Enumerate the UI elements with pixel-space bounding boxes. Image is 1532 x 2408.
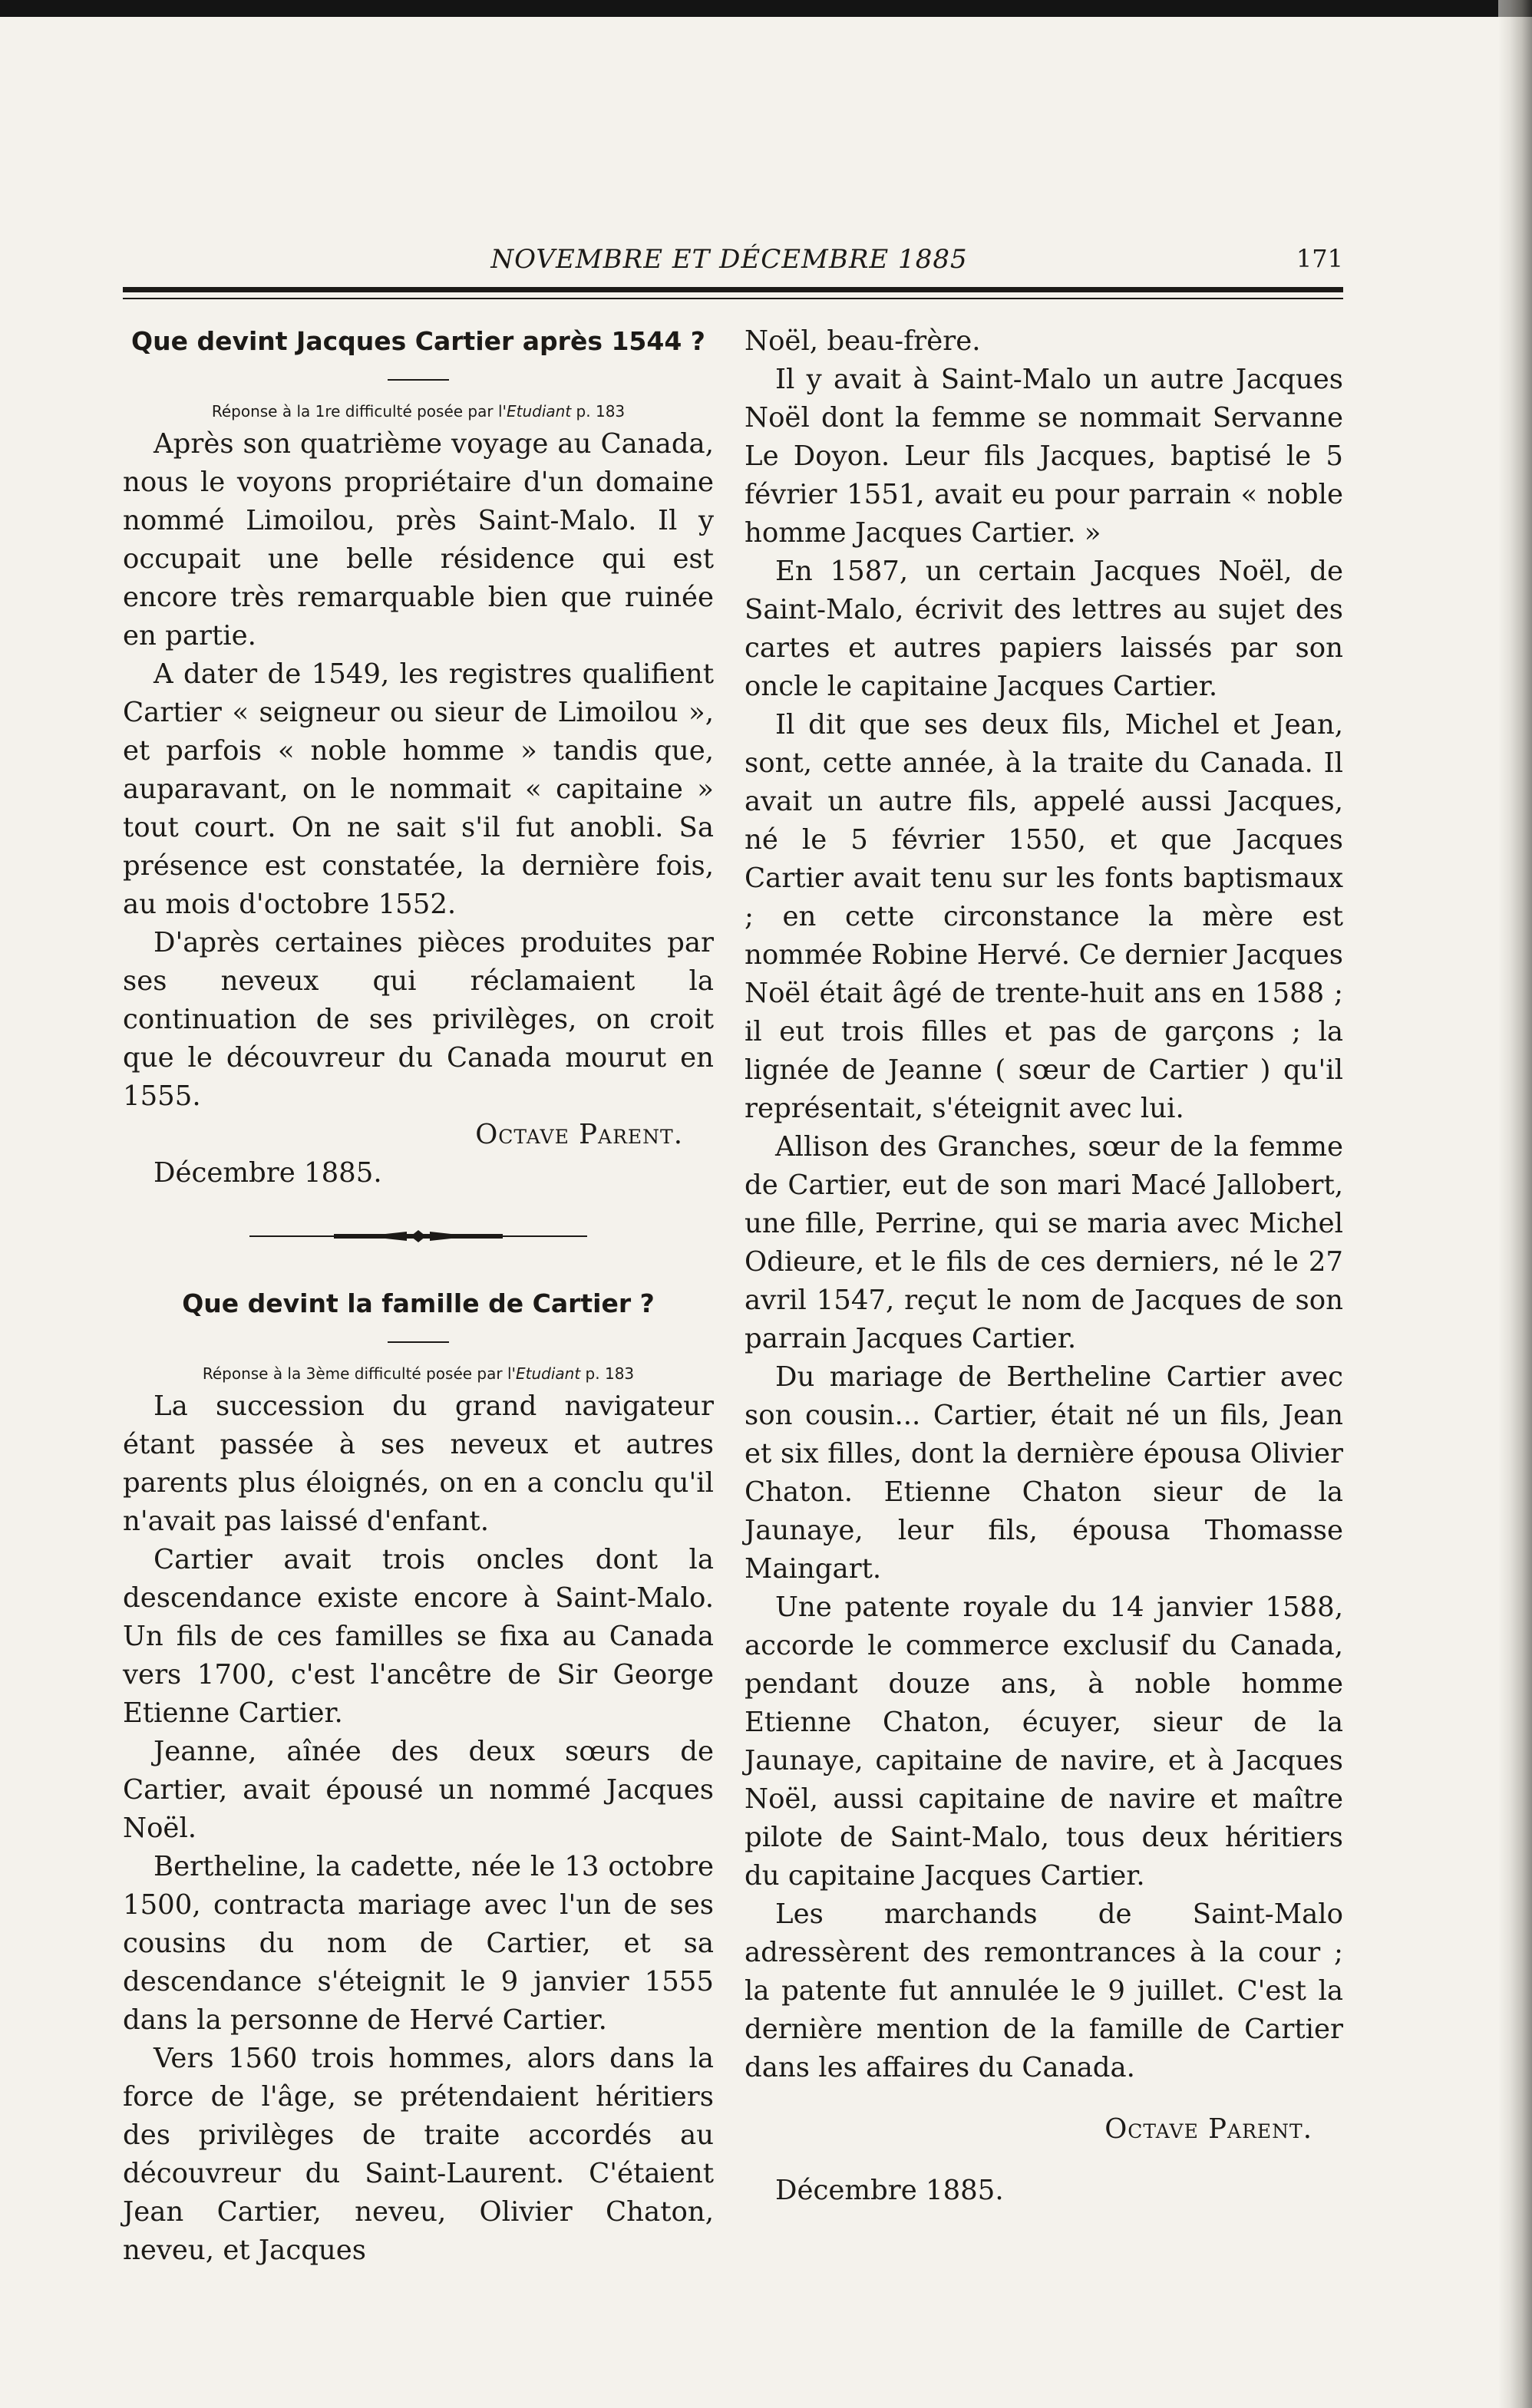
article2-reply-prefix: Réponse à la 3ème difficulté posée par l' bbox=[202, 1364, 517, 1383]
article1-title: Que devint Jacques Cartier après 1544 ? bbox=[131, 326, 705, 356]
header-rule-thick bbox=[123, 287, 1343, 292]
article1-reply-line bbox=[123, 397, 714, 425]
article2-reply-page: p. 183 bbox=[580, 1364, 635, 1383]
article2-title: Que devint la famille de Cartier ? bbox=[182, 1288, 655, 1318]
scan-top-border bbox=[0, 0, 1532, 17]
article1-paragraph: D'après certaines pièces produites par ses neveux qui réclamaient la continuation de ses privilèges, on croit que le découvreur du Canada mourut en 1555. bbox=[123, 927, 714, 1112]
article2-paragraph: En 1587, un certain Jacques Noël, de Saint-Malo, écrivit des lettres au sujet des cartes et autres papiers laissés par son oncle le capitaine Jacques Cartier. bbox=[745, 556, 1343, 702]
article2-dash bbox=[388, 1341, 449, 1343]
article2-paragraph: Du mariage de Bertheline Cartier avec son cousin... Cartier, était né un fils, Jean et six filles, dont la dernière épousa Olivier Chaton. Etienne Chaton sieur de la Jaunaye, leur fils, épousa Thomasse Maingart. bbox=[745, 1361, 1343, 1585]
article1-reply-page: p. 183 bbox=[571, 402, 626, 421]
article2-reply-journal: Etudiant bbox=[516, 1364, 581, 1383]
article2-paragraph: Jeanne, aînée des deux sœurs de Cartier, avait épousé un nommé Jacques Noël. bbox=[123, 1736, 714, 1844]
article2-paragraph: Allison des Granches, sœur de la femme de Cartier, eut de son mari Macé Jallobert, une fille, Perrine, qui se maria avec Michel Odieure, et le fils de ces derniers, né le 27 avril 1547, reçut le nom de Jacques de son parrain Jacques Cartier. bbox=[745, 1131, 1343, 1354]
article2-paragraph: Il y avait à Saint-Malo un autre Jacques Noël dont la femme se nommait Servanne Le Doyon. Leur fils Jacques, baptisé le 5 février 1551, avait eu pour parrain « noble homme Jacques Cartier. » bbox=[745, 364, 1343, 549]
article1-dash bbox=[388, 379, 449, 381]
article1-date: Décembre 1885. bbox=[154, 1157, 382, 1189]
left-column bbox=[123, 322, 714, 2270]
article2-continuation: Noël, beau-frère. bbox=[745, 325, 981, 357]
page-number: 171 bbox=[1296, 244, 1343, 273]
article1-paragraph: A dater de 1549, les registres qualifient Cartier « seigneur ou sieur de Limoilou », et parfois « noble homme » tandis que, auparavant, on le nommait « capitaine » tout court. On ne sait s'il fut anobli. Sa présence est constatée, la dernière fois, au mois d'octobre 1552. bbox=[123, 658, 714, 920]
article2-paragraph: La succession du grand navigateur étant passée à ses neveux et autres parents plus éloignés, on en a conclu qu'il n'avait pas laissé d'enfant. bbox=[123, 1390, 714, 1537]
page-header bbox=[123, 244, 1343, 279]
article2-signature: Octave Parent. bbox=[1104, 2113, 1312, 2145]
article1-paragraph: Après son quatrième voyage au Canada, nous le voyons propriétaire d'un domaine nommé Limoilou, près Saint-Malo. Il y occupait une belle résidence qui est encore très remarquable bien que ruinée en partie. bbox=[123, 428, 714, 651]
scan-right-edge bbox=[1498, 0, 1532, 2408]
article1-signature: Octave Parent. bbox=[475, 1119, 683, 1150]
article2-paragraph: Cartier avait trois oncles dont la descendance existe encore à Saint-Malo. Un fils de ces familles se fixa au Canada vers 1700, c'est l'ancêtre de Sir George Etienne Cartier. bbox=[123, 1544, 714, 1729]
article1-reply-journal: Etudiant bbox=[507, 402, 572, 421]
article2-paragraph: Les marchands de Saint-Malo adressèrent des remontrances à la cour ; la patente fut annulée le 9 juillet. C'est la dernière mention de la famille de Cartier dans les affaires du Canada. bbox=[745, 1898, 1343, 2083]
article2-paragraph: Il dit que ses deux fils, Michel et Jean, sont, cette année, à la traite du Canada. Il avait un autre fils, appelé aussi Jacques, né le 5 février 1550, et que Jacques Cartier avait tenu sur les fonts baptismaux ; en cette circonstance la mère est nommée Robine Hervé. Ce dernier Jacques Noël était âgé de trente-huit ans en 1588 ; il eut trois filles et pas de garçons ; la lignée de Jeanne ( sœur de Cartier ) qu'il représentait, s'éteignit avec lui. bbox=[745, 709, 1343, 1124]
article2-reply-line bbox=[123, 1360, 714, 1387]
article2-date: Décembre 1885. bbox=[775, 2175, 1004, 2206]
spacer bbox=[745, 2087, 1343, 2110]
spacer bbox=[745, 2149, 1343, 2172]
article2-paragraph: Bertheline, la cadette, née le 13 octobre 1500, contracta mariage avec l'un de ses cousins du nom de Cartier, et sa descendance s'éteignit le 9 janvier 1555 dans la personne de Hervé Cartier. bbox=[123, 1851, 714, 2036]
running-title: NOVEMBRE ET DÉCEMBRE 1885 bbox=[490, 244, 968, 275]
right-column bbox=[745, 322, 1343, 2210]
ornament-divider bbox=[249, 1228, 587, 1245]
article2-paragraph: Vers 1560 trois hommes, alors dans la force de l'âge, se prétendaient héritiers des privilèges de traite accordés au découvreur du Saint-Laurent. C'étaient Jean Cartier, neveu, Olivier Chaton, neveu, et Jacques bbox=[123, 2043, 714, 2266]
article2-paragraph: Une patente royale du 14 janvier 1588, accorde le commerce exclusif du Canada, pendant douze ans, à noble homme Etienne Chaton, écuyer, sieur de la Jaunaye, capitaine de navire, et à Jacques Noël, aussi capitaine de navire et maître pilote de Saint-Malo, tous deux héritiers du capitaine Jacques Cartier. bbox=[745, 1592, 1343, 1892]
article1-reply-prefix: Réponse à la 1re difficulté posée par l' bbox=[211, 402, 507, 421]
header-rule-thin bbox=[123, 298, 1343, 299]
